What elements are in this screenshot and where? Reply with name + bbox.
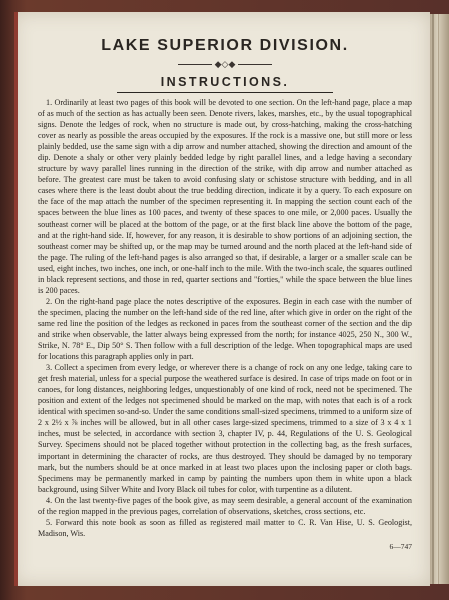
document-content [38,36,412,551]
subtitle-underline [117,92,333,93]
instruction-paragraph-3: 3. Collect a specimen from every ledge, or wherever there is a change of rock on any one ledge, taking care to get fresh material, unless for a special purpose the weathered surface is desired. In case of trips made on foot or in canoes, for long distances, neighboring ledges, unquestionably of one kind of rock, need not be specimened. The position and extent of the ledges not specimened should be marked on the map, with notes that each is of a rock identical with specimen so-and-so. Under the same conditions small-sized specimens, trimmed to a uniform size of 2 x 2½ x ⅞ inches will be allowed, but in all other cases large-sized specimens, trimmed to a size of 3 x 4 x 1 inches, must be selected, in accordance with section 3, chapter IV, p. 44, Regulations of the U. S. Geological Survey. Specimens should not be placed together without protection in the collecting bag, as the fresh surfaces, important in determining the character of rocks, are thus destroyed. They should be damaged by no temporary mark, but the numbers should be at once marked in at least two places upon the inclosing paper or cloth bags. Specimens may be permanently marked in camp by painting the numbers upon them in white upon a black background, using Silver White and Ivory Black oil tubes for color, with turpentine as a dilutent. [38,363,412,494]
page-edges [430,14,449,584]
ornament-rule-right [238,64,272,65]
instruction-paragraph-4: 4. On the last twenty-five pages of the book give, as may seem desirable, a general account of the examination of the region mapped in the previous pages, correlation of observations, sketches, cross sections, etc. [38,495,412,516]
spine-binding [14,12,18,586]
instruction-paragraph-1: 1. Ordinarily at least two pages of this book will be devoted to one section. On the left-hand page, place a map of as much of the section as has actually been seen. Denote rivers, lakes, marshes, etc., by the usual topographical signs. Denote the ledges of rock, when no structure is made out, by cross-hatching, making the cross-hatching cover as nearly as possible the areas occupied by the exposures. If the rock is a massive one, but still more or less plainly bedded, use the same sign with a dip arrow and number attached, showing the direction and amount of the dip. Denote a shaly or other very plainly bedded ledge by right parallel lines, and a ledge having a secondary structure by wavy parallel lines running in the direction of the strike, with dip arrow and number attached as before. The greatest care must be taken to avoid confusing slaty or schistose structure with bedding, and in all cases where there is the least doubt about the true bedding direction, indicate it by a query. To each exposure on the face of the map attach the number of the specimen representing it. In mapping the section count each of the spaces between the blue lines as 100 paces, and twenty of these spaces to one mile, or 2,000 paces. Usually the southeast corner will be placed at the bottom of the page, or at the first black line above the bottom of the page, and at the right-hand side. If, however, for any reason, it is desirable to show portions of an adjoining section, the southeast corner may be shifted up, or the map may be turned around and the north placed at the left-hand side of the page. The ruling of the left-hand pages is also arranged so that, if desirable, a larger or a smaller scale can be used, eight inches, two inches, one inch, or one-half inch to the mile. With the two-inch scale, the squares outlined in black represent sections, and those in red, quarter sections and "forties," while the space between the blue lines is 200 paces. [38,98,412,295]
page-leaf-line [438,14,439,584]
ornament-glyph: ◆◇◆ [214,60,236,70]
instruction-paragraph-2: 2. On the right-hand page place the notes descriptive of the exposures. Begin in each case with the number of the specimen, placing the number on the left-hand side of the red line, after which give in order on the right of the same red line the position of the ledges as reckoned in paces from the southeast corner of the section and the dip and strike when observable, the latter always being expressed from the north; for instance 4025, 250 N., 300 W., Strike, N. 78° E., Dip 50° S. Then follow with a full description of the ledge. When topographical maps are used for locations this paragraph applies only in part. [38,296,412,362]
instruction-paragraph-5: 5. Forward this note book as soon as filled as registered mail matter to C. R. Van Hise, U. S. Geologist, Madison, Wis. [38,517,412,538]
instructions-body [38,97,412,539]
document-subtitle: INSTRUCTIONS. [160,75,290,89]
page-leaf-line [432,14,434,584]
document-title: LAKE SUPERIOR DIVISION. [101,37,349,54]
title-ornament [38,60,412,70]
ornament-rule-left [178,64,212,65]
print-code: 6—747 [389,541,412,551]
